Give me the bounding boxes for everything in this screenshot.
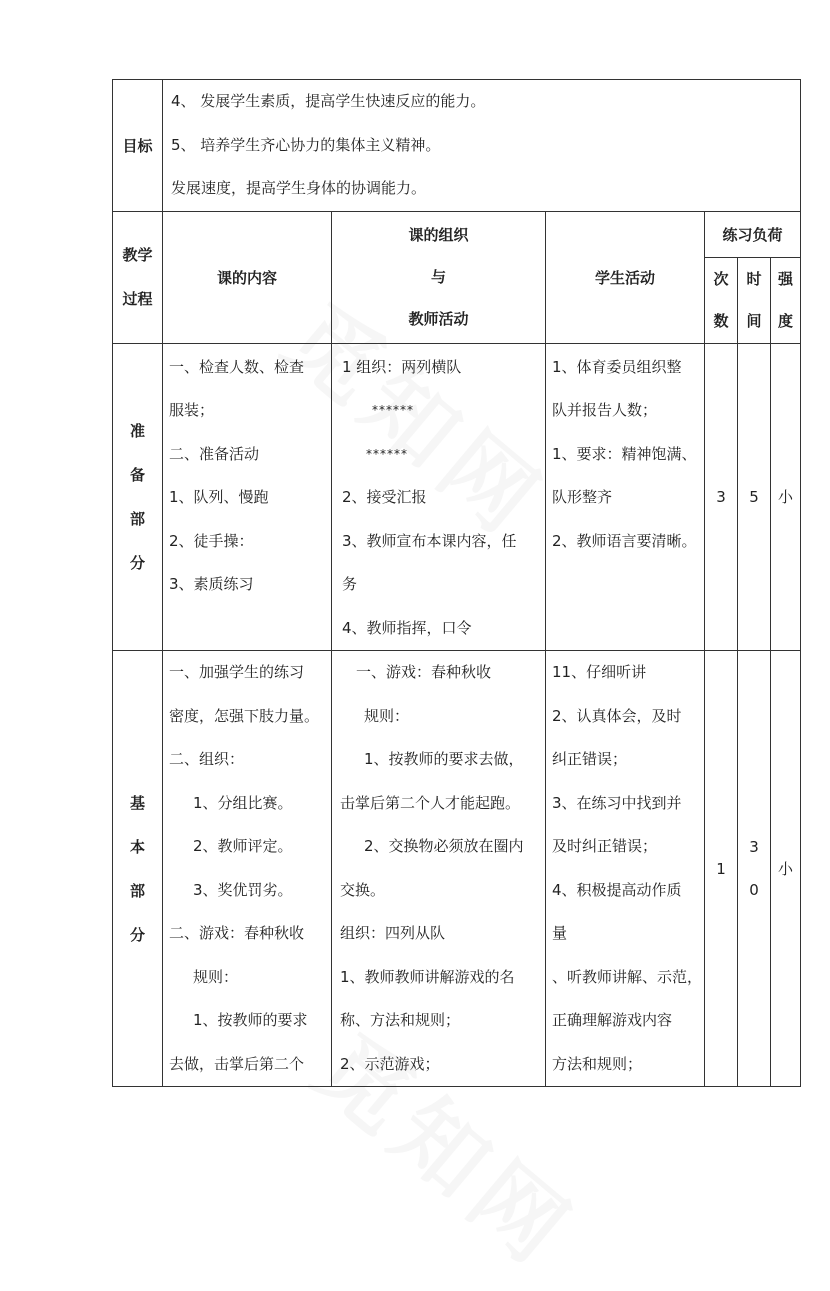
basic-intensity: 小 <box>771 651 801 1087</box>
basic-organization: 一、游戏：春种秋收 规则： 1、按教师的要求去做， 击掌后第二个人才能起跑。 2、交换物必须放在圈内 交换。 组织：四列从队 1、教师教师讲解游戏的名 称、方法和规则； 2、示范游戏； <box>332 651 546 1087</box>
header-intensity: 强 度 <box>771 257 801 343</box>
header-row <box>113 211 801 257</box>
basic-count: 1 <box>705 651 738 1087</box>
prep-count: 3 <box>705 343 738 651</box>
header-count: 次 数 <box>705 257 738 343</box>
header-process: 教学 过程 <box>113 211 163 343</box>
prep-student: 1、体育委员组织整 队并报告人数； 1、要求：精神饱满、 队形整齐 2、教师语言要清晰。 <box>546 343 705 651</box>
goals-label: 目标 <box>113 80 163 212</box>
header-content: 课的内容 <box>163 211 332 343</box>
goals-row <box>113 80 801 212</box>
prep-time: 5 <box>738 343 771 651</box>
basic-row <box>113 651 801 1087</box>
goal-line: 发展速度，提高学生身体的协调能力。 <box>171 179 427 197</box>
formation-row: ****** <box>372 403 414 417</box>
header-organization: 课的组织 与 教师活动 <box>332 211 546 343</box>
header-load: 练习负荷 <box>705 211 801 257</box>
basic-content: 一、加强学生的练习 密度，怎强下肢力量。 二、组织： 1、分组比赛。 2、教师评定。 3、奖优罚劣。 二、游戏：春种秋收 规则： 1、按教师的要求 去做，击掌后第二个 <box>163 651 332 1087</box>
formation-row: ****** <box>366 446 408 461</box>
header-student: 学生活动 <box>546 211 705 343</box>
prep-label: 准 备 部 分 <box>113 343 163 651</box>
goals-text <box>163 80 801 212</box>
basic-student: 11、仔细听讲 2、认真体会，及时 纠正错误； 3、在练习中找到并 及时纠正错误； 4、积极提高动作质 量 、听教师讲解、示范， 正确理解游戏内容 方法和规则； <box>546 651 705 1087</box>
prep-organization: 1 组织：两列横队 ****** ****** 2、接受汇报 3、教师宣布本课内容，任 务 4、教师指挥，口令 <box>332 343 546 651</box>
prep-row <box>113 343 801 651</box>
goal-line: 5、 培养学生齐心协力的集体主义精神。 <box>171 135 441 154</box>
lesson-plan-table <box>112 79 801 1087</box>
header-time: 时 间 <box>738 257 771 343</box>
basic-time: 3 0 <box>738 651 771 1087</box>
basic-label: 基 本 部 分 <box>113 651 163 1087</box>
goal-line: 4、 发展学生素质，提高学生快速反应的能力。 <box>171 92 486 110</box>
prep-content: 一、检查人数、检查 服装； 二、准备活动 1、队列、慢跑 2、徒手操： 3、素质练习 <box>163 343 332 651</box>
prep-intensity: 小 <box>771 343 801 651</box>
